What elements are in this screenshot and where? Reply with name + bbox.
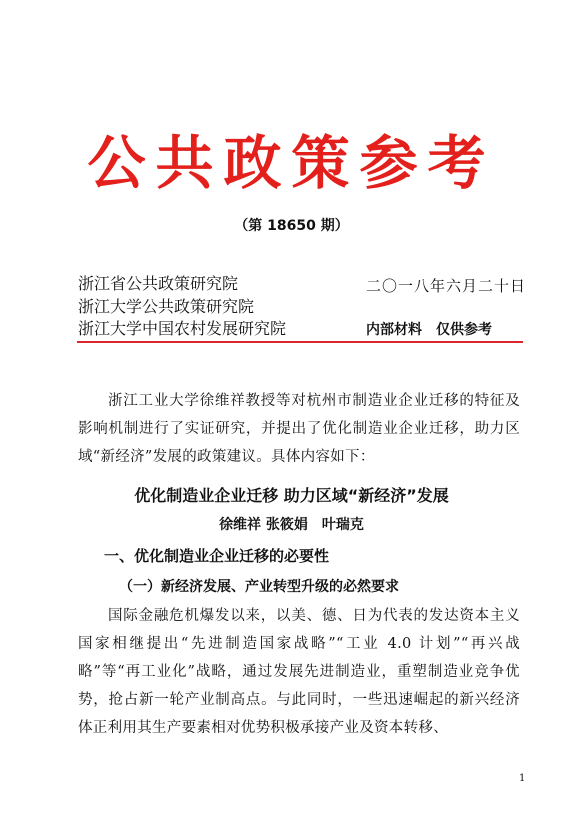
organization-2: 浙江大学公共政策研究院 xyxy=(78,297,255,316)
article-title: 优化制造业企业迁移 助力区域“新经济”发展 xyxy=(134,486,449,505)
header-divider xyxy=(77,341,523,343)
section-heading: 一、优化制造业企业迁移的必要性 xyxy=(104,547,330,565)
page-number: 1 xyxy=(519,773,526,784)
organization-3: 浙江大学中国农村发展研究院 xyxy=(78,319,287,338)
subsection-heading: （一）新经济发展、产业转型升级的必然要求 xyxy=(119,579,399,595)
masthead-title: 公共政策参考 xyxy=(87,129,496,197)
article-authors: 徐维祥 张筱娟 叶瑞克 xyxy=(219,517,364,533)
classification-note: 内部材料 仅供参考 xyxy=(366,322,492,338)
issue-number: （第 18650 期） xyxy=(234,218,349,234)
publication-date: 二〇一八年六月二十日 xyxy=(366,277,527,295)
intro-paragraph: 浙江工业大学徐维祥教授等对杭州市制造业企业迁移的特征及影响机制进行了实证研究，并提出了优化制造业企业迁移，助力区域“新经济”发展的政策建议。具体内容如下： xyxy=(78,393,520,465)
organization-1: 浙江省公共政策研究院 xyxy=(78,274,239,293)
body-paragraph: 国际金融危机爆发以来，以美、德、日为代表的发达资本主义国家相继提出“先进制造国家战略”“工业 4.0 计划”“再兴战略”等“再工业化”战略，通过发展先进制造业，重塑制造业竞争优势，抢占新一轮产业制高点。与此同时，一些迅速崛起的新兴经济体正利用其生产要素相对优势积极承接产业及资本转移、 xyxy=(78,608,520,736)
